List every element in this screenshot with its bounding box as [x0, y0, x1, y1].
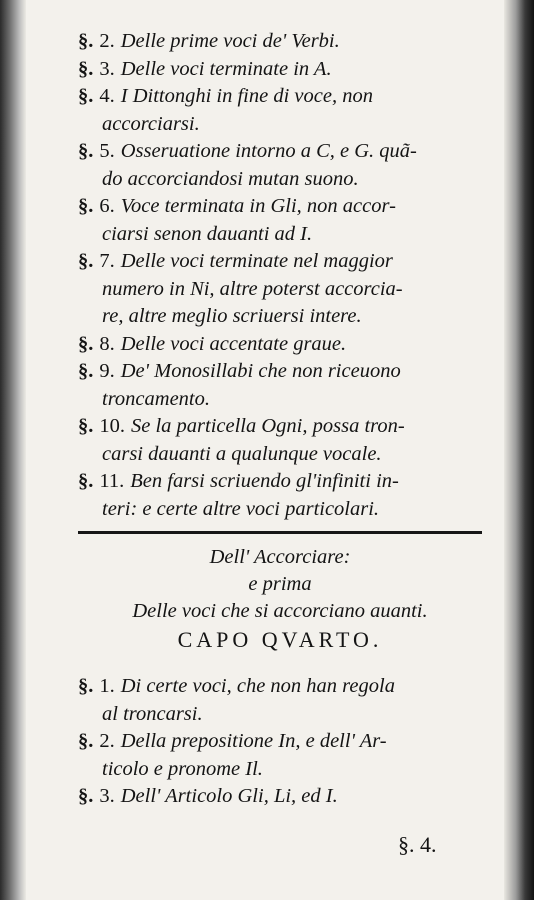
entry-text: Delle voci terminate nel maggior — [120, 250, 393, 272]
entry-text-continued: ticolo e pronome Il. — [102, 757, 263, 780]
section-mark: §. — [78, 250, 94, 272]
entry-number: 5. — [99, 140, 115, 162]
entry-text: Delle voci accentate graue. — [120, 332, 347, 355]
entry-text-continued: carsi dauanti a qualunque vocale. — [102, 442, 382, 465]
entry-text: Delle prime voci de' Verbi. — [120, 30, 340, 52]
entry-text: I Dittonghi in fine di voce, non — [120, 85, 373, 107]
section-mark: §. — [78, 332, 94, 355]
entry-number: 2. — [99, 30, 115, 52]
entry-number: 4. — [99, 85, 115, 107]
entry-text: Dell' Articolo Gli, Li, ed I. — [120, 785, 338, 807]
entry-text: Delle voci terminate in A. — [120, 57, 332, 80]
toc-entry — [78, 413, 482, 468]
entry-text-continued: troncamento. — [102, 387, 210, 410]
toc-entry — [78, 468, 482, 523]
toc-entry — [78, 138, 482, 193]
entry-text: De' Monosillabi che non riceuono — [120, 360, 401, 382]
section-mark: §. — [78, 470, 94, 492]
section-mark: §. — [78, 57, 94, 80]
entry-number: 6. — [99, 195, 115, 217]
section-mark: §. — [78, 360, 94, 382]
entry-number: 2. — [99, 730, 115, 752]
entry-text-continued: al troncarsi. — [102, 702, 203, 725]
toc-entry — [78, 783, 482, 811]
entry-number: 8. — [99, 332, 115, 355]
entry-number: 9. — [99, 360, 115, 382]
catchword: §. 4. — [398, 832, 437, 857]
toc-entry — [78, 28, 482, 56]
entry-text: Ben farsi scriuendo gl'infiniti in- — [130, 470, 399, 492]
entry-number: 3. — [99, 57, 115, 80]
table-of-contents — [78, 28, 482, 811]
section-mark: §. — [78, 195, 94, 217]
section-mark: §. — [78, 415, 94, 437]
page-edge — [504, 0, 534, 900]
toc-entry — [78, 56, 482, 84]
entry-text-continued: ciarsi senon dauanti ad I. — [102, 222, 313, 245]
entry-text-continued: accorciarsi. — [102, 112, 200, 135]
entry-text-continued: do accorciandosi mutan suono. — [102, 167, 359, 190]
entry-number: 10. — [99, 415, 125, 437]
toc-entry — [78, 673, 482, 728]
section-mark: §. — [78, 85, 94, 107]
toc-entry — [78, 358, 482, 413]
entry-number: 7. — [99, 250, 115, 272]
toc-entry — [78, 248, 482, 331]
toc-entry — [78, 83, 482, 138]
chapter-subheading: e prima — [248, 573, 312, 595]
entry-text: Della prepositione In, e dell' Ar- — [120, 730, 387, 752]
toc-entry — [78, 331, 482, 359]
chapter-heading: Dell' Accorciare: — [209, 546, 351, 568]
entry-text: Se la particella Ogni, possa tron- — [131, 415, 405, 437]
entry-text: Di certe voci, che non han regola — [120, 675, 395, 697]
section-mark: §. — [78, 675, 94, 697]
entry-number: 11. — [99, 470, 125, 492]
entry-text-continued: numero in Ni, altre poterst accorcia- — [102, 277, 403, 300]
entry-text-continued: re, altre meglio scriuersi intere. — [102, 305, 362, 327]
entry-text: Voce terminata in Gli, non accor- — [120, 195, 396, 217]
section-mark: §. — [78, 140, 94, 162]
section-mark: §. — [78, 785, 94, 807]
entry-text: Osseruatione intorno a C, e G. quã- — [120, 140, 417, 162]
entry-number: 3. — [99, 785, 115, 807]
toc-entry — [78, 728, 482, 783]
entry-text-continued: teri: e certe altre voci particolari. — [102, 497, 380, 520]
section-mark: §. — [78, 730, 94, 752]
chapter-description: Delle voci che si accorciano auanti. — [132, 600, 428, 622]
entry-number: 1. — [99, 675, 115, 697]
chapter-title: CAPO QVARTO. — [177, 627, 383, 652]
toc-entry — [78, 193, 482, 248]
page-gutter — [0, 0, 26, 900]
section-mark: §. — [78, 30, 94, 52]
